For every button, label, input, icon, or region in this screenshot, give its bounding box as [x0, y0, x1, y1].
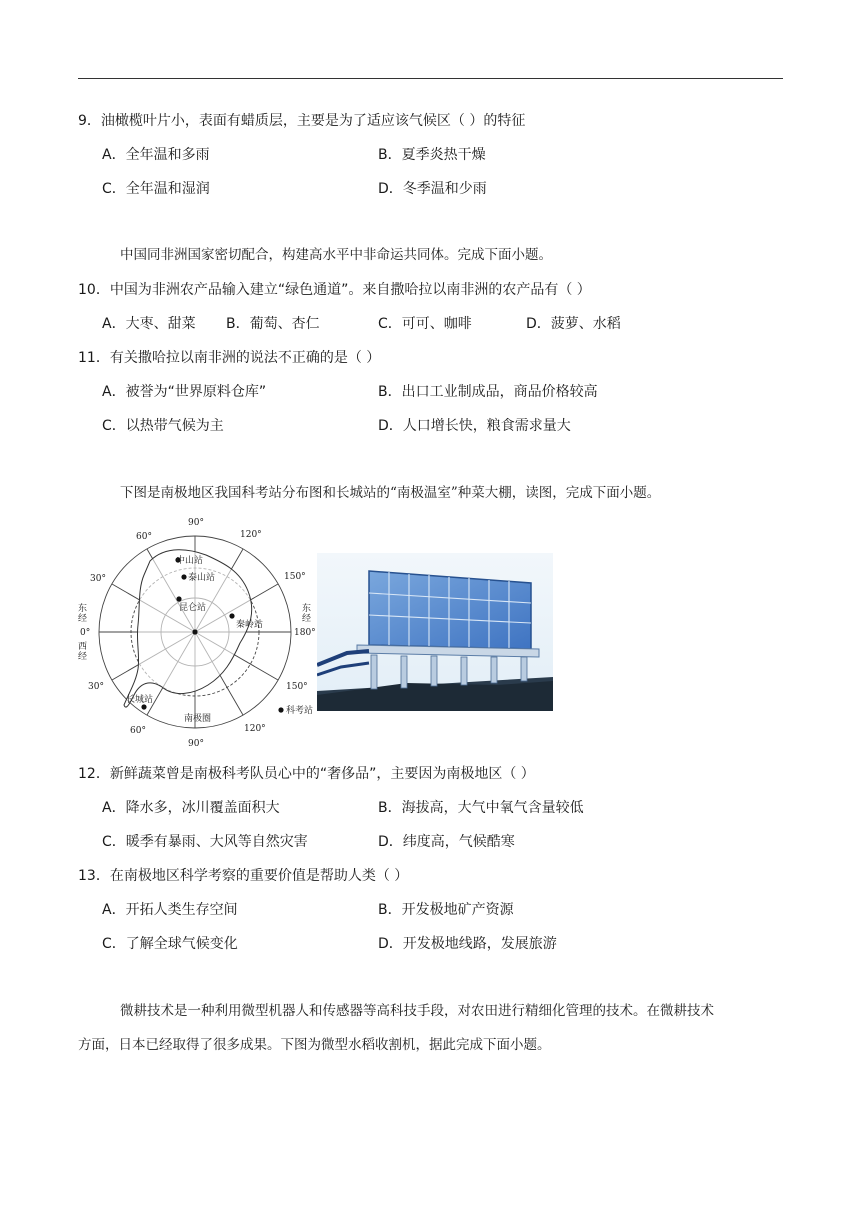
map-label-180: 180° [294, 628, 316, 638]
q13-option-b: B．开发极地矿产资源 [378, 902, 514, 918]
q10-option-a: A．大枣、甜菜 [102, 316, 196, 332]
q12-option-c: C．暖季有暴雨、大风等自然灾害 [102, 834, 308, 850]
intro-micro-tillage-line1: 微耕技术是一种利用微型机器人和传感器等高科技手段，对农田进行精细化管理的技术。在微耕技术 [120, 1003, 714, 1019]
map-label-east-r2: 经 [302, 614, 312, 624]
map-label-east1: 东 [78, 604, 88, 614]
q10-option-d: D．菠萝、水稻 [526, 316, 621, 332]
q9-option-a: A．全年温和多雨 [102, 147, 210, 163]
map-label-120-tr: 120° [240, 530, 262, 540]
antarctic-station-map [78, 515, 318, 750]
greenhouse-svg [317, 553, 553, 711]
q13-stem: 13．在南极地区科学考察的重要价值是帮助人类（ ） [78, 868, 409, 884]
q10-option-c: C．可可、咖啡 [378, 316, 472, 332]
q12-option-d: D．纬度高，气候酷寒 [378, 834, 515, 850]
q11-stem: 11．有关撒哈拉以南非洲的说法不正确的是（ ） [78, 350, 381, 366]
header-rule [78, 78, 783, 79]
map-label-90-top: 90° [188, 518, 204, 528]
q9-stem: 9．油橄榄叶片小，表面有蜡质层，主要是为了适应该气候区（ ）的特征 [78, 113, 526, 129]
map-label-90-bottom: 90° [188, 739, 204, 749]
map-label-30-bl: 30° [88, 682, 104, 692]
q9-option-c: C．全年温和湿润 [102, 181, 210, 197]
map-label-west1: 西 [78, 642, 88, 652]
greenhouse-photo [317, 553, 553, 711]
q13-option-d: D．开发极地线路，发展旅游 [378, 936, 557, 952]
q11-option-c: C．以热带气候为主 [102, 418, 224, 434]
intro-micro-tillage-line2: 方面，日本已经取得了很多成果。下图为微型水稻收割机，据此完成下面小题。 [78, 1037, 551, 1053]
station-qinling: 秦岭站 [236, 620, 264, 630]
map-label-150-r: 150° [284, 572, 306, 582]
map-label-150-br: 150° [286, 682, 308, 692]
map-label-60-tl: 60° [136, 532, 152, 542]
intro-africa: 中国同非洲国家密切配合，构建高水平中非命运共同体。完成下面小题。 [120, 247, 552, 263]
antarctic-circle-label: 南极圈 [184, 714, 212, 724]
map-label-60-bl: 60° [130, 726, 146, 736]
station-taishan: 泰山站 [188, 573, 216, 583]
map-label-west2: 经 [78, 652, 88, 662]
q11-option-b: B．出口工业制成品，商品价格较高 [378, 384, 598, 400]
map-label-east-r1: 东 [302, 604, 312, 614]
q9-option-d: D．冬季温和少雨 [378, 181, 487, 197]
q13-option-a: A．开拓人类生存空间 [102, 902, 238, 918]
intro-antarctica: 下图是南极地区我国科考站分布图和长城站的“南极温室”种菜大棚，读图，完成下面小题。 [120, 485, 661, 501]
q12-option-a: A．降水多，冰川覆盖面积大 [102, 800, 280, 816]
q13-option-c: C．了解全球气候变化 [102, 936, 238, 952]
q12-option-b: B．海拔高，大气中氧气含量较低 [378, 800, 584, 816]
q11-option-d: D．人口增长快，粮食需求量大 [378, 418, 571, 434]
q9-option-b: B．夏季炎热干燥 [378, 147, 486, 163]
map-label-east2: 经 [78, 614, 88, 624]
legend-station-label: 科考站 [286, 706, 314, 716]
station-kunlun: 昆仑站 [179, 603, 207, 613]
map-label-30-l: 30° [90, 574, 106, 584]
q11-option-a: A．被誉为“世界原料仓库” [102, 384, 267, 400]
map-svg [78, 515, 318, 750]
q10-stem: 10．中国为非洲农产品输入建立“绿色通道”。来自撒哈拉以南非洲的农产品有（ ） [78, 282, 591, 298]
map-label-0: 0° [80, 628, 91, 638]
station-zhongshan: 中山站 [176, 556, 204, 566]
q10-option-b: B．葡萄、杏仁 [226, 316, 320, 332]
map-label-120-br: 120° [244, 724, 266, 734]
station-changcheng: 长城站 [126, 695, 154, 705]
q12-stem: 12．新鲜蔬菜曾是南极科考队员心中的“奢侈品”，主要因为南极地区（ ） [78, 766, 535, 782]
